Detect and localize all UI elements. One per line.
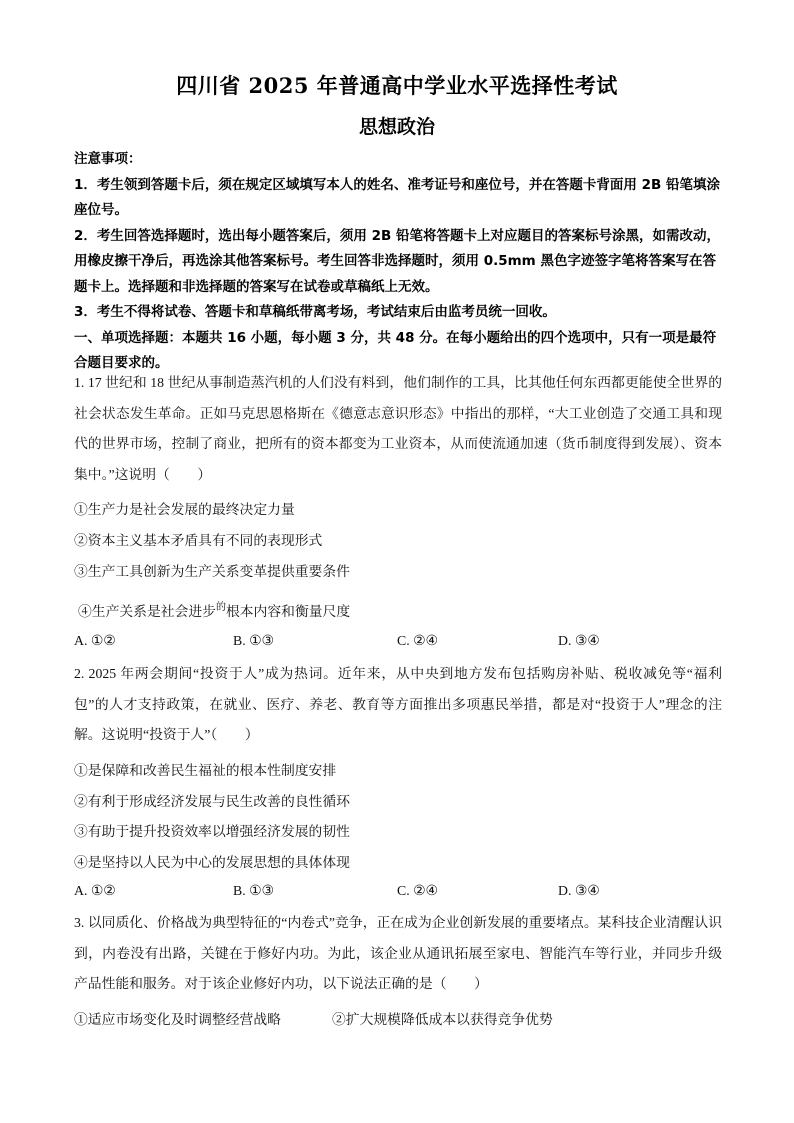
q2-statement-3: ③有助于提升投资效率以增强经济发展的韧性: [74, 824, 350, 839]
q1-statement-2: ②资本主义基本矛盾具有不同的表现形式: [74, 533, 323, 548]
exam-subject: 思想政治: [358, 116, 435, 138]
q1-choice-d[interactable]: D. ③④: [558, 633, 600, 648]
q2-choice-c[interactable]: C. ②④: [397, 883, 438, 898]
q2-statement-2: ②有利于形成经济发展与民生改善的良性循环: [74, 794, 350, 809]
q3-statement-1: ①适应市场变化及时调整经营战略: [74, 1012, 281, 1027]
notice-item-1: 1．考生领到答题卡后，须在规定区域填写本人的姓名、准考证号和座位号，并在答题卡背面用 2B 铅笔填涂座位号。: [74, 176, 720, 218]
section-heading: 一、单项选择题：本题共 16 小题，每小题 3 分，共 48 分。在每小题给出的四个选项中，只有一项是最符合题目要求的。: [74, 329, 717, 371]
q2-choice-d[interactable]: D. ③④: [558, 883, 600, 898]
question-3-stem: 3. 以同质化、价格战为典型特征的“内卷式”竞争，正在成为企业创新发展的重要堵点。某科技企业清醒认识到，内卷没有出路，关键在于修好内功。为此，该企业从通讯拓展至家电、智能汽车等行业，并同步升级产品性能和服务。对于该企业修好内功，以下说法正确的是（ ）: [74, 915, 722, 991]
q2-choice-b[interactable]: B. ①③: [233, 883, 274, 898]
notice-item-3: 3．考生不得将试卷、答题卡和草稿纸带离考场，考试结束后由监考员统一回收。: [74, 304, 556, 320]
q1-statement-1: ①生产力是社会发展的最终决定力量: [74, 502, 295, 517]
exam-title: 四川省 2025 年普通高中学业水平选择性考试: [176, 73, 618, 98]
q3-statement-2: ②扩大规模降低成本以获得竞争优势: [332, 1012, 553, 1027]
q1-choice-b[interactable]: B. ①③: [233, 633, 274, 648]
question-2-stem: 2. 2025 年两会期间“投资于人”成为热词。近年来，从中央到地方发布包括购房补贴、税收减免等“福利包”的人才支持政策，在就业、医疗、养老、教育等方面推出多项惠民举措，都是对“投资于人”理念的注解。这说明“投资于人”（ ）: [74, 666, 722, 742]
q1-statement-4: ④生产关系是社会进步$^的$根本内容和衡量尺度: [78, 602, 351, 619]
notice-heading: 注意事项：: [74, 151, 142, 167]
q2-statement-1: ①是保障和改善民生福祉的根本性制度安排: [74, 763, 337, 778]
q1-choice-c[interactable]: C. ②④: [397, 633, 438, 648]
question-1-stem: 1. 17 世纪和 18 世纪从事制造蒸汽机的人们没有料到，他们制作的工具，比其他任何东西都更能使全世界的社会状态发生革命。正如马克思恩格斯在《德意志意识形态》中指出的那样，“大工业创造了交通工具和现代的世界市场，控制了商业，把所有的资本都变为工业资本，从而使流通加速（货币制度得到发展）、资本集中。”这说明（ ）: [74, 375, 722, 482]
q1-statement-3: ③生产工具创新为生产关系变革提供重要条件: [74, 564, 350, 579]
q2-choice-a[interactable]: A. ①②: [74, 883, 116, 898]
q1-choice-a[interactable]: A. ①②: [74, 633, 116, 648]
notice-block: [74, 147, 724, 377]
q2-statement-4: ④是坚持以人民为中心的发展思想的具体体现: [74, 855, 350, 870]
notice-item-2: 2．考生回答选择题时，选出每小题答案后，须用 2B 铅笔将答题卡上对应题目的答案标号涂黑，如需改动，用橡皮擦干净后，再选涂其他答案标号。考生回答非选择题时，须用 0.5mm 黑色字迹签字笔将答案写在答题卡上。选择题和非选择题的答案写在试卷或草稿纸上无效。: [74, 227, 720, 295]
